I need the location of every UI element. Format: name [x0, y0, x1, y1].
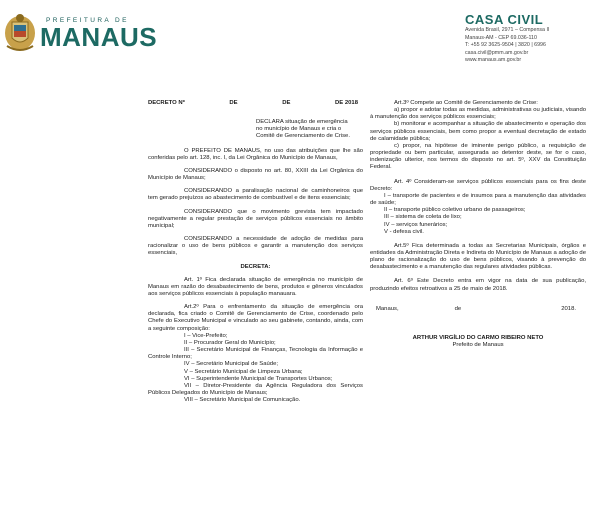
- decreta-heading: DECRETA:: [240, 263, 271, 270]
- composition-item: IV – Secretário Municipal de Saúde;: [184, 361, 278, 368]
- coat-of-arms-icon: [4, 12, 36, 52]
- ementa: [256, 119, 363, 140]
- date-de: de: [454, 305, 462, 312]
- article-4-item: V - defesa civil.: [384, 228, 424, 235]
- article-3-item: a) propor e adotar todas as medidas, administrativas ou judiciais, visando à manutenção dos serviços públicos essenciais;: [370, 107, 586, 121]
- date-city: Manaus,: [376, 305, 399, 312]
- considerando-1: CONSIDERANDO o disposto no art. 80, XXIII da Lei Orgânica do Município de Manaus;: [148, 167, 363, 182]
- decree-heading: [148, 100, 358, 107]
- decree-de-1: DE: [229, 100, 238, 106]
- preamble: O PREFEITO DE MANAUS, no uso das atribuições que lhe são conferidas pelo art. 128, inc. I, da Lei Orgânica do Município de Manaus,: [148, 147, 363, 161]
- composition-item: VII – Diretor-Presidente da Agência Reguladora dos Serviços Públicos Delegados do Município de Manaus;: [148, 382, 363, 396]
- article-1: Art. 1º Fica declarada situação de emergência no município de Manaus em razão do desabastecimento de bens, produtos e gêneros vinculados aos serviços públicos essenciais à população manauara.: [148, 276, 363, 297]
- article-4-item: IV – serviços funerários;: [384, 221, 448, 228]
- prefeitura-label: PREFEITURA DE: [46, 17, 129, 24]
- website-line: www.manaus.am.gov.br: [465, 57, 522, 64]
- signer-name: ARTHUR VIRGÍLIO DO CARMO RIBEIRO NETO: [412, 334, 544, 341]
- composition-item: III – Secretário Municipal de Finanças, Tecnologia da Informação e Controle Interno;: [148, 347, 363, 361]
- decree-year: DE 2018: [335, 100, 358, 106]
- composition-item: VIII – Secretário Municipal de Comunicação.: [184, 397, 301, 404]
- address-line: Avenida Brasil, 2971 – Compensa II: [465, 27, 550, 33]
- ementa-line: no município de Manaus e cria o: [256, 126, 342, 133]
- article-4-item: II – transporte público coletivo urbano de passageiros;: [384, 207, 526, 214]
- composition-item: II – Procurador Geral do Município;: [184, 339, 276, 346]
- article-3-item: b) monitorar e acompanhar a situação de abastecimento e operação dos serviços públicos essenciais, bem como propor a eventual decretação de estado de calamidade pública;: [370, 121, 586, 142]
- article-2: Art.2º Para o enfrentamento da situação de emergência ora declarada, fica criado o Comitê de Gerenciamento de Crise, coordenado pelo Chefe do Executivo Municipal e vinculado ao seu gabinete, contando, ainda, com a seguinte composição:: [148, 304, 363, 332]
- composition-item: VI – Superintendente Municipal de Transportes Urbanos;: [184, 375, 333, 382]
- ementa-line: Comitê de Gerenciamento de Crise.: [256, 133, 350, 140]
- ementa-line: DECLARA situação de emergência: [256, 119, 348, 126]
- casa-civil-title: CASA CIVIL: [465, 12, 544, 27]
- article-3-item: c) propor, na hipótese de iminente perigo público, a requisição de propriedade ou bem particular, assegurada ao detentor deste, se for o caso, indenização ulterior, nos termos do disposto no art. 5º, XXV da Constituição Federal.: [370, 142, 586, 171]
- composition-item: V – Secretário Municipal de Limpeza Urbana;: [184, 368, 303, 375]
- city-line: Manaus-AM - CEP 69.036-110: [465, 34, 537, 41]
- signer-title: Prefeito de Manaus: [452, 342, 504, 349]
- composition-item: I – Vice-Prefeito;: [184, 332, 228, 339]
- article-4-item: I – transporte de pacientes e de insumos para a manutenção das atividades de saúde;: [370, 192, 586, 207]
- signature-block: [370, 335, 586, 349]
- considerando-3: CONSIDERANDO que o movimento grevista tem impactado negativamente a regular prestação de serviços públicos essenciais no âmbito municipal;: [148, 208, 363, 229]
- manaus-logo-text: MANAUS: [40, 22, 158, 52]
- letterhead: [0, 0, 600, 78]
- right-column: [370, 100, 586, 349]
- considerando-2: CONSIDERANDO a paralisação nacional de caminhoneiros que tem gerado prejuízos ao abastecimento de combustível e de itens essenciais;: [148, 188, 363, 202]
- article-6: Art. 6º Este Decreto entra em vigor na data de sua publicação, produzindo efeitos retroativos a 25 de maio de 2018.: [370, 278, 586, 292]
- phone-line: T: +55 92 3625-9504 | 3820 | 6996: [465, 42, 546, 49]
- casa-civil-block: [465, 12, 595, 65]
- date-line: [376, 306, 576, 313]
- considerando-4: CONSIDERANDO a necessidade de adoção de medidas para racionalizar o uso de bens públicos e garantir a manutenção dos serviços essenciais,: [148, 236, 363, 257]
- date-year: 2018.: [561, 305, 576, 312]
- article-3: Art.3º Compete ao Comitê de Gerenciamento de Crise:: [394, 100, 538, 106]
- decree-de-2: DE: [282, 100, 291, 106]
- article-4: Art. 4º Consideram-se serviços públicos essenciais para os fins deste Decreto:: [370, 178, 586, 192]
- article-5: Art.5º Fica determinada a todas as Secretarias Municipais, órgãos e entidades da Administração Direta e Indireta do Município de Manaus a adoção de plano de racionalização do uso de bens públicos, visando à prevenção do desabastecimento e a manutenção das regulares atividades públicas.: [370, 242, 586, 271]
- decree-number-label: DECRETO Nº: [148, 100, 185, 106]
- email-line: casa.civil@pmm.am.gov.br: [465, 49, 529, 56]
- left-column: [148, 100, 363, 404]
- article-4-item: III – sistema de coleta de lixo;: [384, 214, 462, 221]
